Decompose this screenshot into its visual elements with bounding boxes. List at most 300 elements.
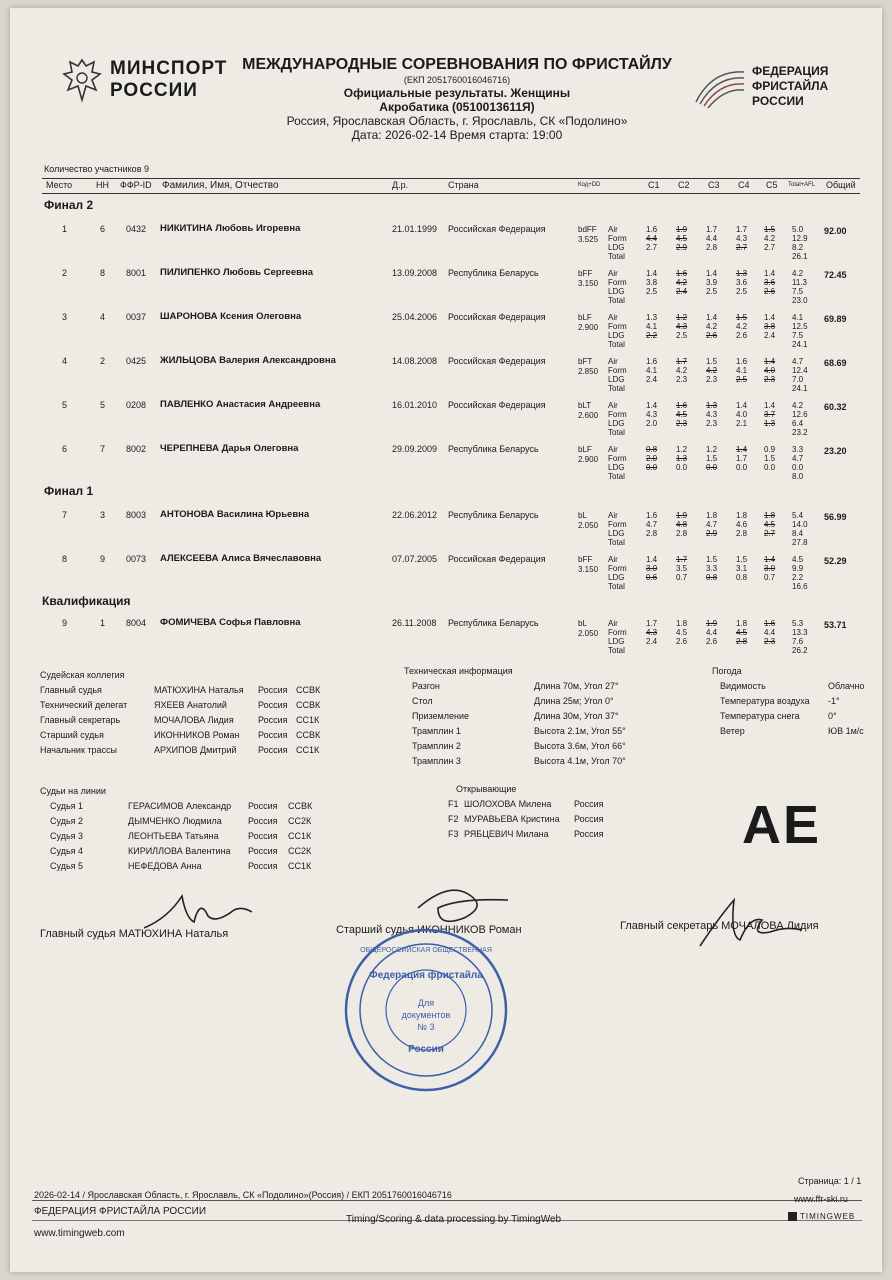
list-item: [40, 743, 320, 758]
row-label-total: Total: [608, 538, 625, 547]
row-country: Российская Федерация: [448, 554, 546, 564]
row-label-air: Air: [608, 619, 618, 628]
list-item: [40, 814, 312, 829]
score-form-c3: 3.3: [706, 564, 718, 573]
list-item: [40, 799, 313, 814]
row-label-ldg: LDG: [608, 463, 625, 472]
score-form-c6: 11.3: [792, 278, 807, 287]
row-name: ШАРОНОВА Ксения Олеговна: [160, 311, 302, 322]
row-dd: 2.900: [578, 455, 599, 464]
item-k: Стол: [412, 696, 433, 706]
score-form-c3: 3.9: [706, 278, 718, 287]
row-place: 5: [62, 400, 68, 410]
score-air-c1: 1.7: [646, 619, 658, 628]
col-nn: НН: [96, 180, 109, 190]
score-ldg-c5: 2.7: [764, 243, 776, 252]
score-form-c1: 4.1: [646, 366, 658, 375]
score-air-c6: 4.5: [792, 555, 804, 564]
row-label-total: Total: [608, 340, 625, 349]
score-air-c4: 1.5: [736, 313, 748, 322]
score-air-c2: 1.7: [676, 555, 688, 564]
item-country: Россия: [258, 715, 288, 725]
score-ldg-c1: 2.8: [646, 529, 658, 538]
score-form-c3: 4.3: [706, 410, 718, 419]
score-form-c6: 12.4: [792, 366, 808, 375]
item-v: Высота 4.1м, Угол 70°: [534, 756, 626, 766]
score-form-c6: 13.3: [792, 628, 808, 637]
row-dd: 2.850: [578, 367, 599, 376]
item-country: Россия: [258, 745, 288, 755]
secretary-sign-label: Главный секретарь МОЧАЛОВА Лидия: [620, 920, 819, 932]
list-item: [404, 694, 614, 709]
score-ldg-c5: 2.4: [764, 331, 776, 340]
score-ldg-c4: 0.8: [736, 573, 748, 582]
row-country: Республика Беларусь: [448, 618, 539, 628]
footer-org: ФЕДЕРАЦИЯ ФРИСТАЙЛА РОССИИ: [34, 1206, 207, 1217]
row-dd: 3.525: [578, 235, 599, 244]
row-code: bFF: [578, 269, 593, 278]
score-air-c1: 1.6: [646, 511, 658, 520]
score-air-c3: 1.2: [706, 445, 718, 454]
row-id: 8004: [126, 618, 147, 628]
list-item: [712, 694, 840, 709]
row-dd: 3.150: [578, 565, 599, 574]
item-role: Начальник трассы: [40, 745, 117, 755]
fed-logo-line1: ФЕДЕРАЦИЯ: [752, 64, 829, 78]
row-total-sum: 27.8: [792, 538, 808, 547]
item-k: Температура воздуха: [720, 696, 810, 706]
row-id: 0432: [126, 224, 147, 234]
row-dd: 2.050: [578, 521, 599, 530]
row-code: bFT: [578, 357, 593, 366]
row-label-ldg: LDG: [608, 243, 625, 252]
item-country: Россия: [574, 814, 604, 824]
row-code: bLT: [578, 401, 592, 410]
row-label-form: Form: [608, 234, 627, 243]
results-sheet: [10, 8, 882, 1272]
score-ldg-c2: 2.8: [676, 529, 688, 538]
list-item: [404, 724, 626, 739]
score-ldg-c2: 2.5: [676, 331, 688, 340]
score-form-c3: 1.5: [706, 454, 718, 463]
row-total: 72.45: [824, 270, 847, 280]
event-title: МЕЖДУНАРОДНЫЕ СОРЕВНОВАНИЯ ПО ФРИСТАЙЛУ: [242, 56, 672, 73]
list-item: [440, 827, 604, 842]
row-label-air: Air: [608, 445, 618, 454]
item-role: Старший судья: [40, 730, 104, 740]
score-ldg-c6: 7.0: [792, 375, 804, 384]
row-total: 60.32: [824, 402, 847, 412]
list-item: [40, 728, 321, 743]
score-ldg-c5: 2.7: [764, 529, 776, 538]
event-date: Дата: 2026-02-14 Время старта: 19:00: [351, 128, 563, 142]
row-label-form: Form: [608, 454, 627, 463]
score-ldg-c1: 0.0: [646, 463, 658, 472]
senior-judge-signature: [408, 878, 518, 928]
score-form-c6: 12.6: [792, 410, 808, 419]
score-air-c2: 1.8: [676, 619, 688, 628]
row-dob: 16.01.2010: [392, 400, 438, 410]
score-form-c1: 4.3: [646, 628, 658, 637]
col-code: Код+DD: [578, 182, 601, 188]
score-air-c3: 1.8: [706, 511, 718, 520]
wave-emblem-icon: [692, 66, 748, 110]
row-place: 2: [62, 268, 68, 278]
score-form-c5: 3.0: [764, 564, 776, 573]
row-label-total: Total: [608, 582, 625, 591]
score-form-c5: 4.0: [764, 366, 776, 375]
row-name: НИКИТИНА Любовь Игоревна: [160, 223, 301, 234]
row-label-ldg: LDG: [608, 637, 625, 646]
timingweb-logo-text: TIMINGWEB: [800, 1212, 856, 1221]
item-country: Россия: [248, 831, 278, 841]
document-header: [222, 56, 692, 142]
score-ldg-c4: 2.6: [736, 331, 748, 340]
score-ldg-c3: 2.3: [706, 419, 718, 428]
score-form-c4: 1.7: [736, 454, 748, 463]
score-air-c5: 1.5: [764, 225, 776, 234]
score-form-c1: 3.8: [646, 278, 658, 287]
row-id: 0425: [126, 356, 147, 366]
score-form-c2: 4.5: [676, 628, 688, 637]
row-code: bLF: [578, 313, 592, 322]
score-air-c1: 1.6: [646, 225, 658, 234]
row-place: 7: [62, 510, 68, 520]
score-ldg-c4: 2.5: [736, 287, 748, 296]
row-label-ldg: LDG: [608, 375, 625, 384]
result-row: [42, 266, 860, 312]
score-form-c5: 4.5: [764, 520, 776, 529]
row-country: Республика Беларусь: [448, 510, 539, 520]
score-air-c3: 1.7: [706, 225, 718, 234]
score-form-c4: 4.3: [736, 234, 748, 243]
score-air-c6: 4.1: [792, 313, 804, 322]
item-role: Судья 5: [50, 861, 84, 871]
weather-title: Погода: [712, 666, 742, 676]
item-cat: СС1К: [288, 861, 312, 871]
item-role: Судья 4: [50, 846, 84, 856]
score-ldg-c1: 2.4: [646, 375, 658, 384]
score-form-c5: 3.7: [764, 410, 776, 419]
score-air-c2: 1.6: [676, 269, 688, 278]
row-label-form: Form: [608, 322, 627, 331]
tech-block: [404, 664, 626, 766]
result-row: [42, 398, 860, 444]
row-name: ПАВЛЕНКО Анастасия Андреевна: [160, 399, 321, 410]
item-role: Судья 2: [50, 816, 84, 826]
col-total-afl: Total+AFL: [788, 182, 816, 188]
score-form-c5: 1.5: [764, 454, 776, 463]
score-air-c5: 1.4: [764, 313, 776, 322]
row-id: 8002: [126, 444, 147, 454]
col-c4: C4: [738, 180, 750, 190]
score-form-c4: 4.5: [736, 628, 748, 637]
row-label-form: Form: [608, 366, 627, 375]
list-item: [40, 698, 321, 713]
item-v: Длина 25м; Угол 0°: [534, 696, 614, 706]
row-nn: 9: [100, 554, 106, 564]
row-id: 0208: [126, 400, 147, 410]
row-label-form: Form: [608, 520, 627, 529]
score-air-c5: 1.4: [764, 357, 776, 366]
row-label-total: Total: [608, 646, 625, 655]
score-form-c4: 4.6: [736, 520, 748, 529]
score-ldg-c5: 0.0: [764, 463, 776, 472]
row-total: 68.69: [824, 358, 847, 368]
item-v: ЮВ 1м/с: [828, 726, 864, 736]
row-label-air: Air: [608, 225, 618, 234]
score-air-c4: 1.5: [736, 555, 748, 564]
score-form-c5: 4.2: [764, 234, 776, 243]
footer-timingweb-site[interactable]: www.timingweb.com: [34, 1228, 125, 1239]
score-ldg-c6: 8.2: [792, 243, 804, 252]
item-v: -1°: [828, 696, 840, 706]
footer-page: Страница: 1 / 1: [798, 1176, 862, 1186]
score-form-c3: 4.2: [706, 366, 718, 375]
row-country: Республика Беларусь: [448, 268, 539, 278]
item-cat: СС1К: [296, 715, 320, 725]
row-label-total: Total: [608, 296, 625, 305]
score-air-c4: 1.8: [736, 511, 748, 520]
score-form-c5: 3.8: [764, 322, 776, 331]
item-role: Главный судья: [40, 685, 102, 695]
row-code: bL: [578, 619, 587, 628]
col-country: Страна: [448, 180, 479, 190]
score-ldg-c3: 2.3: [706, 375, 718, 384]
item-name: МУРАВЬЕВА Кристина: [464, 814, 560, 824]
row-code: bLF: [578, 445, 592, 454]
score-ldg-c5: 0.7: [764, 573, 776, 582]
row-name: АНТОНОВА Василина Юрьевна: [160, 509, 310, 520]
row-code: bdFF: [578, 225, 597, 234]
item-cat: СС2К: [288, 846, 312, 856]
list-item: [40, 829, 312, 844]
item-k: Температура снега: [720, 711, 800, 721]
item-v: Длина 70м, Угол 27°: [534, 681, 619, 691]
score-air-c2: 1.2: [676, 313, 688, 322]
row-place: 9: [62, 618, 68, 628]
item-name: ДЫМЧЕНКО Людмила: [128, 816, 222, 826]
row-dob: 14.08.2008: [392, 356, 438, 366]
score-air-c3: 1.5: [706, 357, 718, 366]
row-label-air: Air: [608, 357, 618, 366]
score-air-c4: 1.7: [736, 225, 748, 234]
row-dob: 21.01.1999: [392, 224, 438, 234]
row-dd: 3.150: [578, 279, 599, 288]
score-ldg-c3: 0.0: [706, 463, 718, 472]
score-air-c5: 1.4: [764, 555, 776, 564]
score-ldg-c6: 7.6: [792, 637, 804, 646]
score-air-c1: 1.4: [646, 555, 658, 564]
timingweb-logo: [788, 1212, 855, 1221]
footer-timing: Timing/Scoring & data processing by TimingWeb: [346, 1214, 562, 1225]
score-ldg-c4: 0.0: [736, 463, 748, 472]
list-item: [404, 739, 626, 754]
score-air-c5: 1.4: [764, 269, 776, 278]
row-label-air: Air: [608, 401, 618, 410]
score-air-c1: 1.4: [646, 269, 658, 278]
score-ldg-c1: 2.2: [646, 331, 658, 340]
stamp-center-line1: Для: [417, 998, 435, 1008]
item-country: Россия: [258, 685, 288, 695]
row-label-form: Form: [608, 564, 627, 573]
result-row: [42, 222, 860, 268]
score-ldg-c2: 2.3: [676, 419, 688, 428]
score-air-c3: 1.4: [706, 269, 718, 278]
score-air-c5: 1.4: [764, 401, 776, 410]
item-country: Россия: [574, 799, 604, 809]
footer-rule: [32, 1200, 862, 1201]
col-c2: C2: [678, 180, 690, 190]
jury-block: [40, 668, 321, 755]
item-cat: ССВК: [296, 730, 321, 740]
score-ldg-c2: 2.3: [676, 375, 688, 384]
item-k: Трамплин 2: [412, 741, 461, 751]
score-ldg-c2: 2.4: [676, 287, 688, 296]
section-final2: Финал 2: [44, 198, 94, 212]
item-country: Россия: [248, 801, 278, 811]
col-c1: C1: [648, 180, 660, 190]
score-air-c1: 1.6: [646, 357, 658, 366]
minsport-line1: МИНСПОРТ: [110, 58, 228, 79]
footer-info: 2026-02-14 / Ярославская Область, г. Ярославль, СК «Подолино»(Россия) / ЕКП 2051760016046716: [34, 1190, 452, 1200]
venue: Россия, Ярославская Область, г. Ярославль, СК «Подолино»: [286, 114, 628, 128]
row-total: 53.71: [824, 620, 847, 630]
score-ldg-c1: 0.6: [646, 573, 658, 582]
score-ldg-c6: 7.5: [792, 331, 804, 340]
score-air-c3: 1.9: [706, 619, 718, 628]
row-total: 52.29: [824, 556, 847, 566]
item-cat: СС1К: [296, 745, 320, 755]
row-dob: 22.06.2012: [392, 510, 438, 520]
score-form-c1: 4.4: [646, 234, 658, 243]
row-country: Российская Федерация: [448, 312, 546, 322]
item-name: АРХИПОВ Дмитрий: [154, 745, 237, 755]
score-air-c5: 1.6: [764, 619, 776, 628]
fed-logo-line3: РОССИИ: [752, 94, 804, 108]
score-ldg-c5: 2.3: [764, 637, 776, 646]
score-form-c3: 4.2: [706, 322, 718, 331]
score-ldg-c3: 2.6: [706, 637, 718, 646]
score-form-c4: 4.0: [736, 410, 748, 419]
item-name: ГЕРАСИМОВ Александр: [128, 801, 232, 811]
row-name: ПИЛИПЕНКО Любовь Сергеевна: [160, 267, 313, 278]
row-total-sum: 26.1: [792, 252, 808, 261]
row-dob: 26.11.2008: [392, 618, 437, 628]
item-role: Главный секретарь: [40, 715, 121, 725]
fed-logo-line2: ФРИСТАЙЛА: [752, 79, 829, 93]
row-name: ЧЕРЕПНЕВА Дарья Олеговна: [160, 443, 299, 454]
forerunners-block: [440, 782, 604, 839]
list-item: [40, 713, 320, 728]
ae-mark: AE: [742, 795, 822, 855]
list-item: [404, 754, 626, 769]
row-dob: 13.09.2008: [392, 268, 438, 278]
item-cat: ССВК: [296, 700, 321, 710]
stamp-center-line3: № 3: [417, 1022, 435, 1032]
score-air-c6: 4.2: [792, 401, 804, 410]
score-air-c6: 4.7: [792, 357, 804, 366]
item-v: Высота 2.1м, Угол 55°: [534, 726, 626, 736]
score-air-c2: 1.2: [676, 445, 688, 454]
row-label-total: Total: [608, 472, 625, 481]
row-label-ldg: LDG: [608, 573, 625, 582]
row-label-air: Air: [608, 555, 618, 564]
score-ldg-c4: 2.5: [736, 375, 748, 384]
score-air-c3: 1.3: [706, 401, 718, 410]
score-form-c1: 4.3: [646, 410, 658, 419]
score-form-c5: 4.4: [764, 628, 776, 637]
score-air-c4: 1.8: [736, 619, 748, 628]
item-name: МАТЮХИНА Наталья: [154, 685, 244, 695]
results-subtitle: Официальные результаты. Женщины: [343, 86, 571, 100]
row-dd: 2.600: [578, 411, 599, 420]
col-c5: C5: [766, 180, 778, 190]
score-ldg-c1: 2.5: [646, 287, 658, 296]
row-nn: 3: [100, 510, 106, 520]
eagle-emblem-icon: [62, 56, 102, 104]
row-name: ЖИЛЬЦОВА Валерия Александровна: [160, 355, 336, 366]
result-row: [42, 508, 860, 554]
result-row: [42, 552, 860, 598]
score-form-c6: 9.9: [792, 564, 804, 573]
score-ldg-c5: 2.6: [764, 287, 776, 296]
score-air-c6: 4.2: [792, 269, 804, 278]
score-ldg-c1: 2.0: [646, 419, 658, 428]
item-role: Технический делегат: [40, 700, 128, 710]
score-air-c5: 0.9: [764, 445, 776, 454]
stamp-outer-text: ОБЩЕРОССИЙСКАЯ ОБЩЕСТВЕННАЯ: [360, 947, 492, 954]
score-form-c1: 4.7: [646, 520, 658, 529]
score-ldg-c4: 2.7: [736, 243, 748, 252]
score-ldg-c3: 2.5: [706, 287, 718, 296]
score-ldg-c3: 2.9: [706, 529, 718, 538]
section-qualification: Квалификация: [42, 594, 131, 608]
chief-judge-sign-label: Главный судья МАТЮХИНА Наталья: [40, 928, 229, 940]
row-dob: 25.04.2006: [392, 312, 438, 322]
item-name: КИРИЛЛОВА Валентина: [128, 846, 231, 856]
discipline: Акробатика (0510013611Я): [379, 100, 535, 114]
list-item: [712, 724, 864, 739]
stamp-center-line2: документов: [401, 1010, 451, 1020]
score-ldg-c3: 0.8: [706, 573, 718, 582]
item-name: ИКОННИКОВ Роман: [154, 730, 240, 740]
score-ldg-c4: 2.1: [736, 419, 748, 428]
row-place: 4: [62, 356, 68, 366]
row-total-sum: 26.2: [792, 646, 808, 655]
row-name: АЛЕКСЕЕВА Алиса Вячеславовна: [160, 553, 322, 564]
row-place: 1: [62, 224, 68, 234]
col-c3: C3: [708, 180, 720, 190]
row-dob: 07.07.2005: [392, 554, 438, 564]
row-code: bL: [578, 511, 587, 520]
score-air-c2: 1.9: [676, 225, 688, 234]
score-ldg-c4: 2.8: [736, 529, 748, 538]
row-label-form: Form: [608, 628, 627, 637]
score-ldg-c2: 0.7: [676, 573, 688, 582]
item-k: Приземление: [412, 711, 469, 721]
footer-site[interactable]: www.ffr-ski.ru: [794, 1194, 848, 1204]
item-k: Ветер: [720, 726, 745, 736]
row-country: Российская Федерация: [448, 224, 546, 234]
score-form-c2: 4.5: [676, 234, 688, 243]
row-label-form: Form: [608, 278, 627, 287]
list-item: [40, 859, 312, 874]
score-form-c2: 4.2: [676, 366, 688, 375]
result-row: [42, 310, 860, 356]
score-form-c3: 4.4: [706, 234, 718, 243]
row-total: 56.99: [824, 512, 847, 522]
